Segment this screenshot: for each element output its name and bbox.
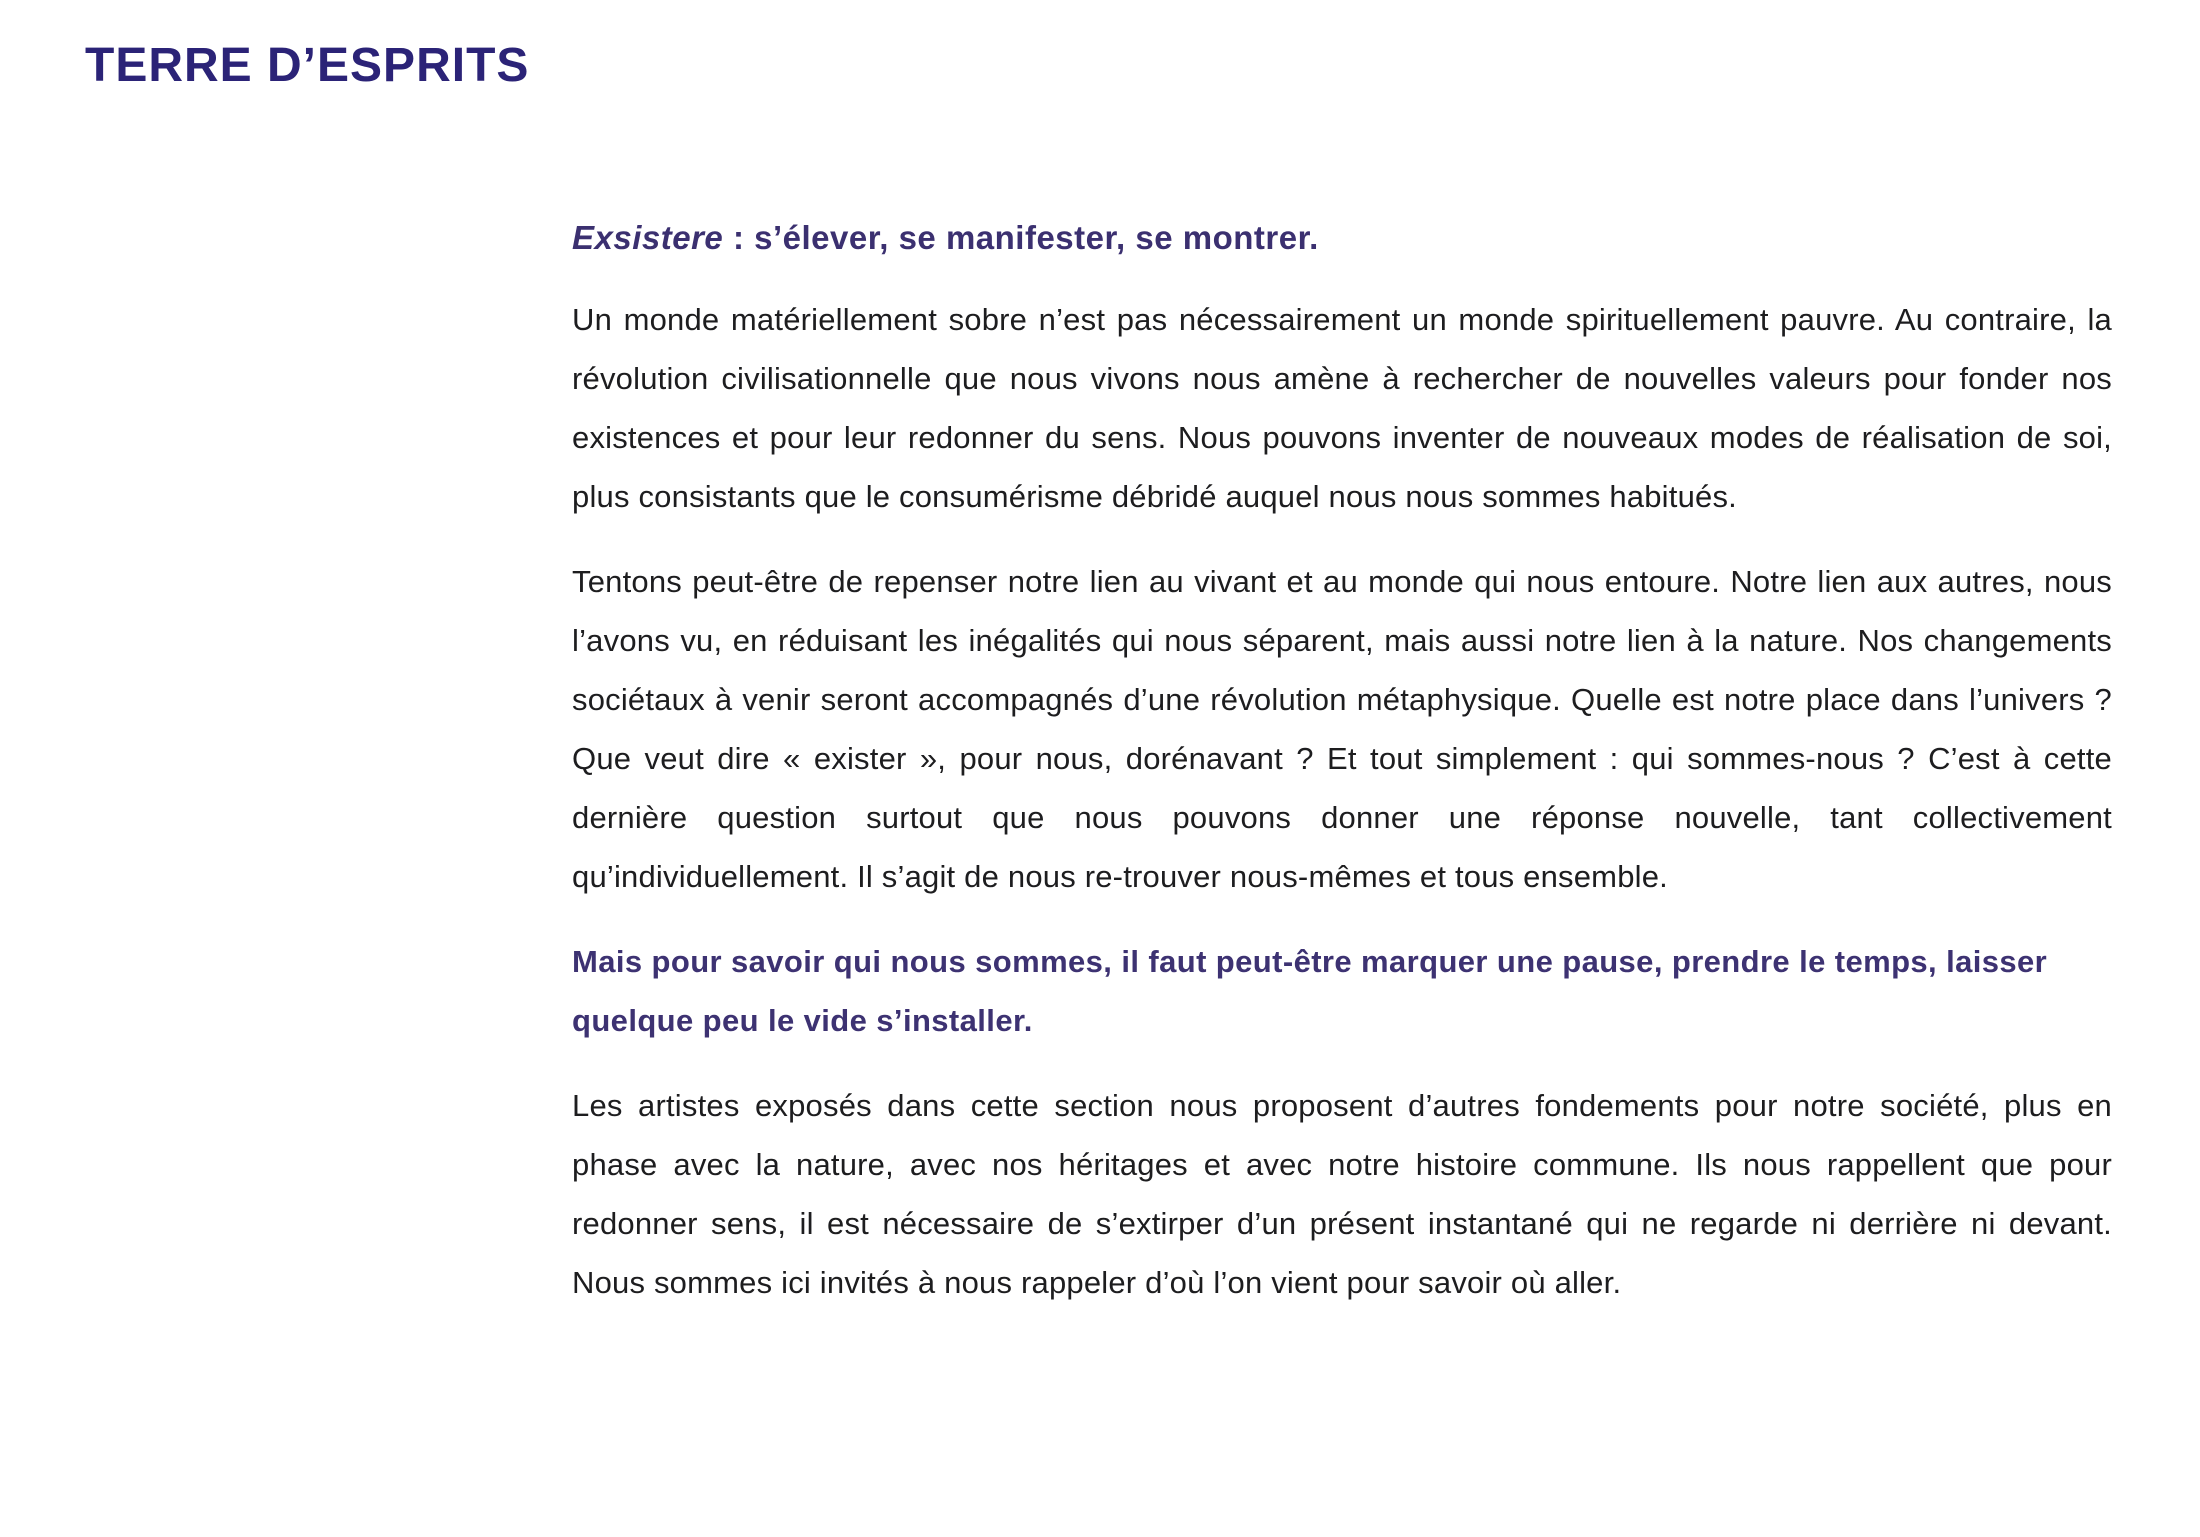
paragraph-1: Un monde matériellement sobre n’est pas nécessairement un monde spirituellement pauvre. Au contraire, la révolution civilisationnelle que nous vivons nous amène à rechercher de nouvelles valeurs pour fonder nos existences et pour leur redonner du sens. Nous pouvons inventer de nouveaux modes de réalisation de soi, plus consistants que le consumérisme débridé auquel nous nous sommes habitués.	[572, 302, 2112, 514]
lead-latin-term: Exsistere	[572, 219, 724, 256]
paragraph-3: Les artistes exposés dans cette section nous proposent d’autres fondements pour notre société, plus en phase avec la nature, avec nos héritages et avec notre histoire commune. Ils nous rappellent que pour redonner sens, il est nécessaire de s’extirper d’un présent instantané qui ne regarde ni derrière ni devant. Nous sommes ici invités à nous rappeler d’où l’on vient pour savoir où aller.	[572, 1088, 2112, 1300]
emphasis-paragraph: Mais pour savoir qui nous sommes, il faut peut-être marquer une pause, prendre le temps, laisser quelque peu le vide s’installer.	[572, 944, 2048, 1038]
paragraph-2: Tentons peut-être de repenser notre lien au vivant et au monde qui nous entoure. Notre lien aux autres, nous l’avons vu, en réduisant les inégalités qui nous séparent, mais aussi notre lien à la nature. Nos changements sociétaux à venir seront accompagnés d’une révolution métaphysique. Quelle est notre place dans l’univers ? Que veut dire « exister », pour nous, dorénavant ? Et tout simplement : qui sommes-nous ? C’est à cette dernière question surtout que nous pouvons donner une réponse nouvelle, tant collectivement qu’individuellement. Il s’agit de nous re-trouver nous-mêmes et tous ensemble.	[572, 564, 2112, 894]
page-title: TERRE D’ESPRITS	[85, 39, 530, 92]
text-column	[572, 212, 2112, 1338]
lead-sentence	[572, 212, 2112, 264]
lead-definition: : s’élever, se manifester, se montrer.	[723, 219, 1319, 256]
